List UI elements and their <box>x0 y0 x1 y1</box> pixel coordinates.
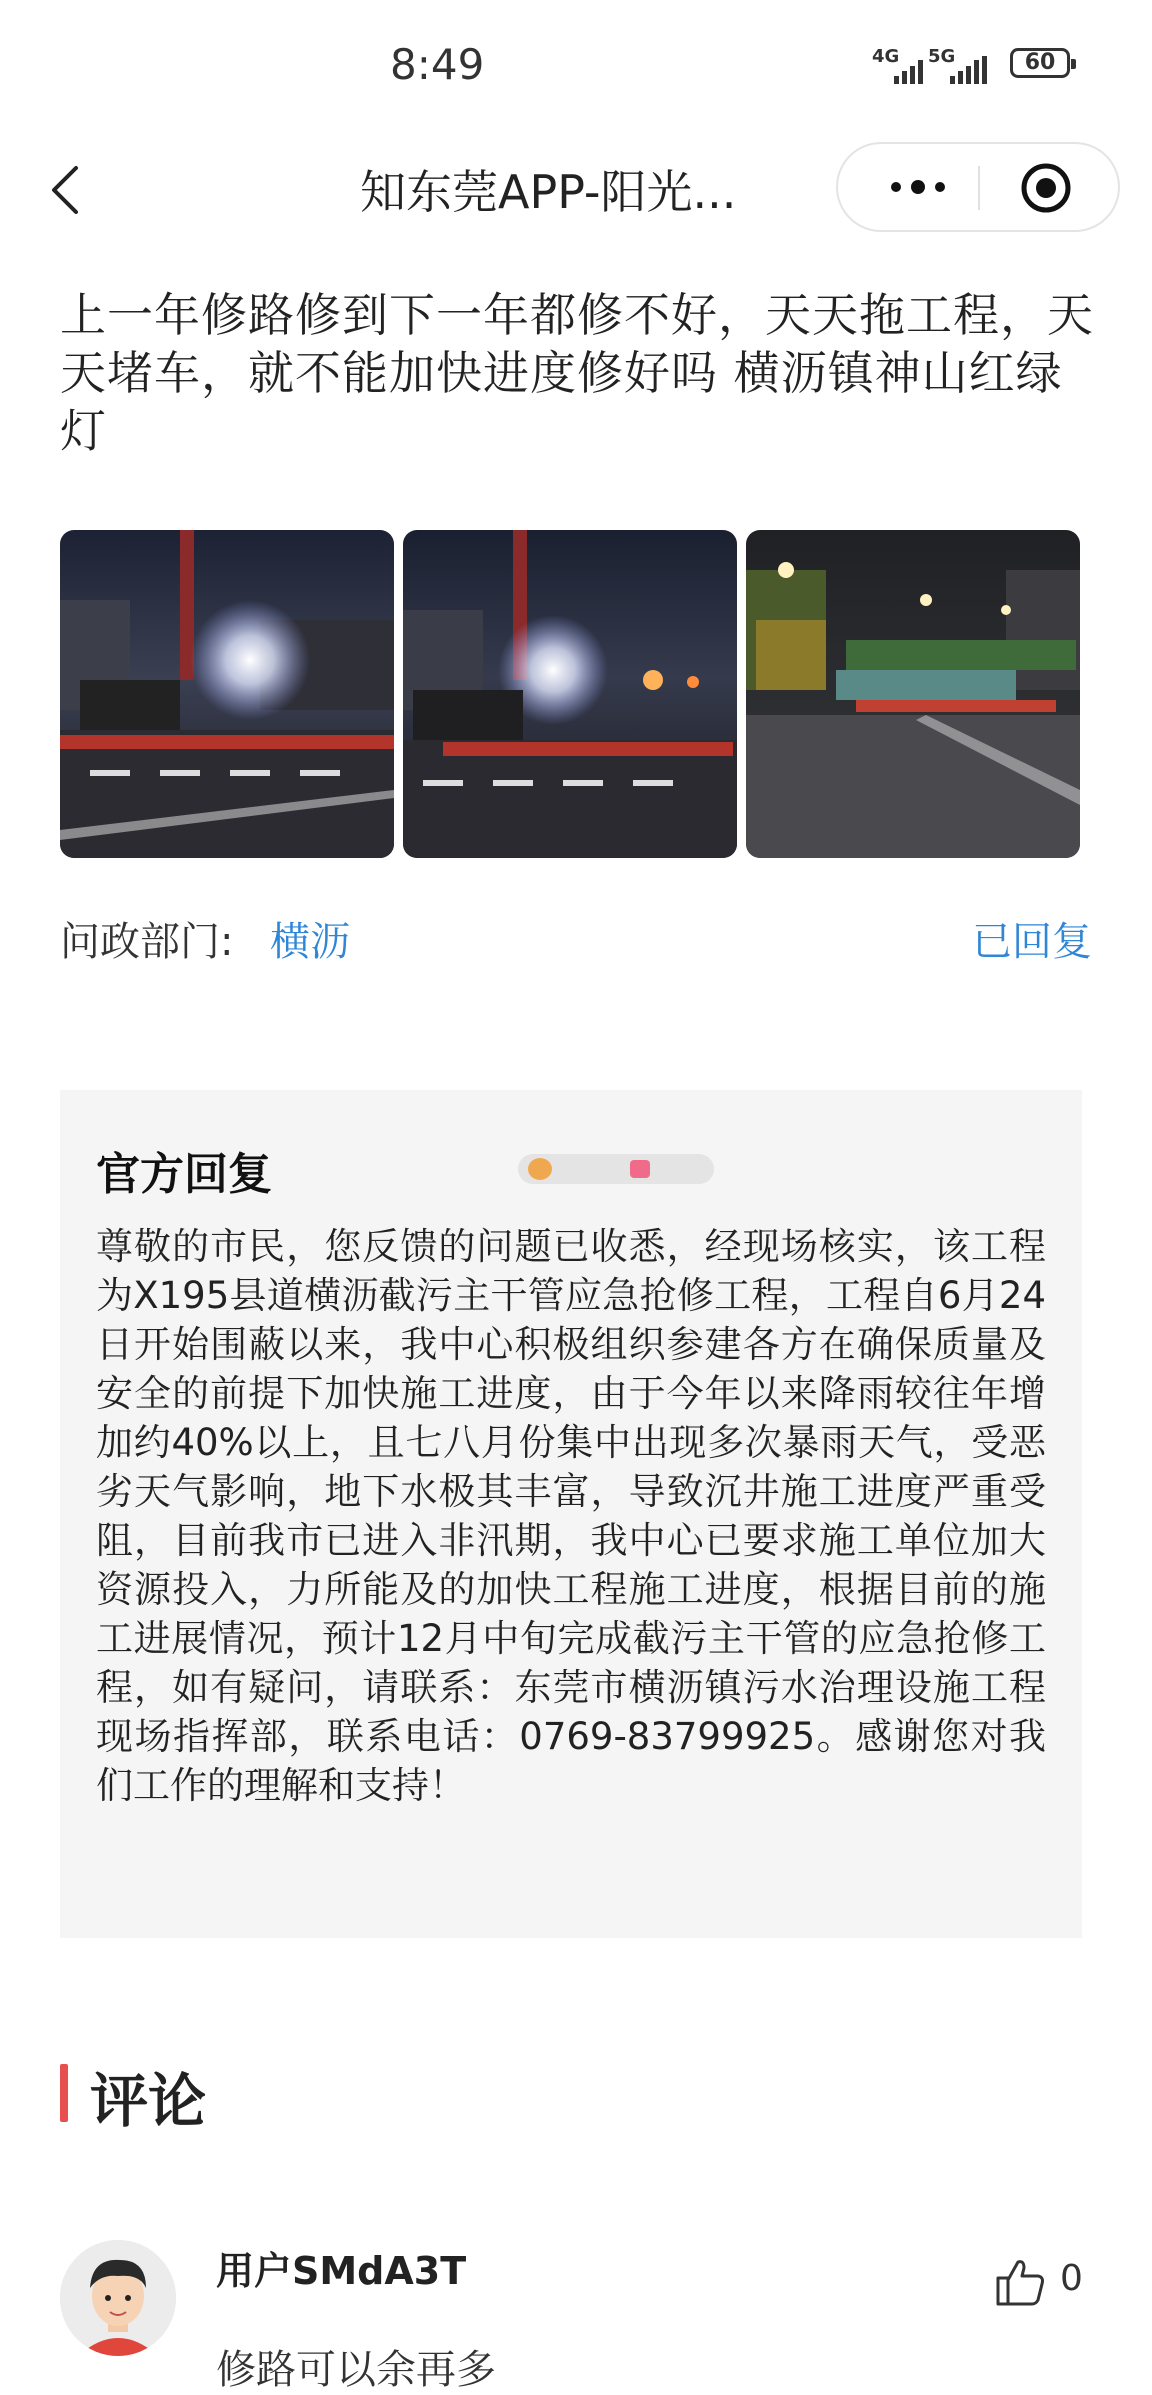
close-button[interactable] <box>1018 160 1074 216</box>
reply-status-badge: 已回复 <box>972 919 1092 965</box>
department-row <box>60 910 1092 970</box>
official-reply-text: 尊敬的市民，您反馈的问题已收悉，经现场核实，该工程为X195县道横沥截污主干管应急抢修工程，工程自6月24日开始围蔽以来，我中心积极组织参建各方在确保质量及安全的前提下加快施工进度，由于今年以来降雨较往年增加约40%以上，且七八月份集中出现多次暴雨天气，受恶劣天气影响，地下水极其丰富，导致沉井施工进度严重受阻，目前我市已进入非汛期，我中心已要求施工单位加大资源投入，力所能及的加快工程施工进度，根据目前的施工进展情况，预计12月中旬完成截污主干管的应急抢修工程，如有疑问，请联系：东莞市横沥镇污水治理设施工程现场指挥部，联系电话：0769-83799925。感谢您对我们工作的理解和支持！ <box>96 1225 1046 1807</box>
post-text: 上一年修路修到下一年都修不好，天天拖工程，天天堵车，就不能加快进度修好吗 横沥镇神山红绿灯 <box>60 288 1094 458</box>
comment-username[interactable]: 用户SMdA3T <box>216 2249 467 2293</box>
department-label: 问政部门: <box>60 919 234 965</box>
like-button[interactable] <box>992 2254 1092 2310</box>
post-photo-3[interactable] <box>746 530 1080 858</box>
capsule-divider <box>978 166 980 210</box>
status-bar: 8:49 4G 5G 60 <box>0 0 1152 130</box>
page-title: 知东莞APP-阳光... <box>360 165 737 219</box>
comments-title: 评论 <box>90 2067 207 2135</box>
app-logo-icon <box>528 1158 552 1180</box>
post-photo-2[interactable] <box>403 530 737 858</box>
thumbs-up-icon <box>992 2254 1048 2310</box>
chevron-left-icon <box>40 160 100 220</box>
nav-bar <box>0 130 1152 250</box>
mini-program-capsule <box>836 142 1120 232</box>
photo-grid <box>60 530 1092 858</box>
more-button[interactable] <box>878 162 958 212</box>
official-reply-card <box>60 1090 1082 1938</box>
battery-icon: 60 <box>1010 48 1070 78</box>
comment-item <box>60 2240 1092 2393</box>
night-street-image <box>403 530 737 858</box>
cartoon-avatar-icon <box>60 2240 176 2356</box>
section-accent-bar <box>60 2064 68 2122</box>
app-logo-icon <box>630 1160 650 1178</box>
more-dots-icon <box>878 162 958 212</box>
post-photo-1[interactable] <box>60 530 394 858</box>
status-time: 8:49 <box>390 40 485 89</box>
avatar[interactable] <box>60 2240 176 2356</box>
like-count: 0 <box>1060 2258 1083 2299</box>
official-reply-title: 官方回复 <box>96 1149 272 1200</box>
department-link[interactable]: 横沥 <box>270 919 350 965</box>
app-watermark-logo <box>518 1154 714 1184</box>
night-street-image <box>746 530 1080 858</box>
back-button[interactable] <box>40 160 100 220</box>
night-street-image <box>60 530 394 858</box>
comment-text: 修路可以余再多 <box>216 2347 496 2393</box>
target-close-icon <box>1018 160 1074 216</box>
